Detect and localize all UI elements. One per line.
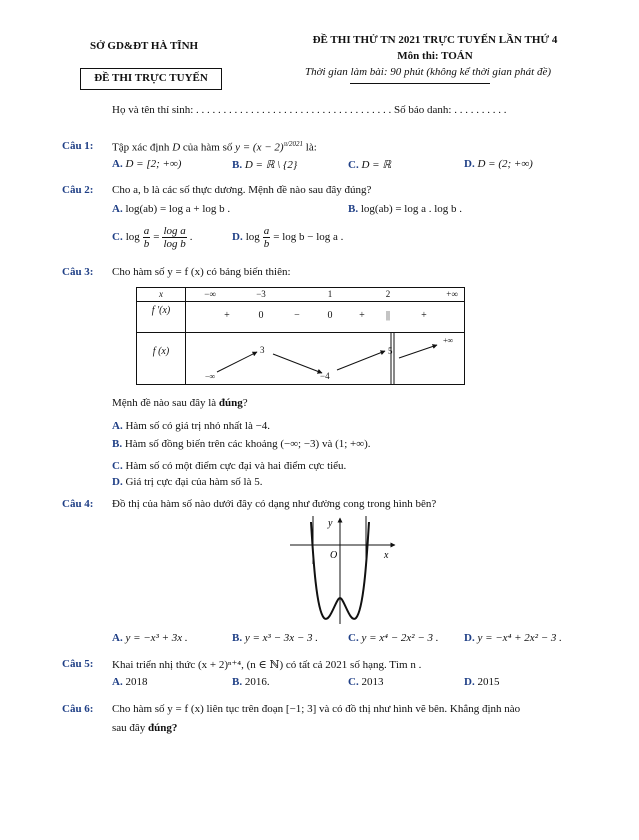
question-4-text: Đồ thị của hàm số nào dưới đây có dạng như đường cong trong hình bên? bbox=[112, 498, 437, 510]
vt-f-plus-inf: +∞ bbox=[443, 336, 454, 345]
org-name: SỞ GD&ĐT HÀ TĨNH bbox=[90, 40, 199, 52]
vt-sign-4: 0 bbox=[327, 310, 333, 321]
question-1-text bbox=[112, 140, 317, 154]
q4-y-label: y bbox=[328, 518, 333, 529]
exam-subject: Môn thi: TOÁN bbox=[397, 50, 473, 62]
exam-title: ĐỀ THI THỬ TN 2021 TRỰC TUYẾN LẦN THỨ 4 bbox=[312, 34, 558, 46]
question-4-label: Câu 4: bbox=[62, 498, 94, 510]
vt-f-m4: −4 bbox=[320, 371, 330, 381]
variation-table bbox=[136, 287, 465, 385]
question-2-text: Cho a, b là các số thực dương. Mệnh đề nào sau đây đúng? bbox=[112, 184, 372, 196]
q1-text-var: D bbox=[172, 141, 181, 154]
q2-option-c[interactable]: C. log $\frac{a}{b}$ = $\frac{\text{log a}}{\text{log b}}$ . bbox=[112, 224, 193, 250]
q4-origin-label: O bbox=[330, 550, 338, 561]
q3-option-d[interactable]: D. Giá trị cực đại của hàm số là 5. bbox=[112, 476, 263, 488]
exam-time: Thời gian làm bài: 90 phút (không kể thời gian phát đề) bbox=[304, 66, 552, 78]
q4-option-b[interactable]: B. y = x³ − 3x − 3 . bbox=[232, 632, 319, 644]
q1-text-pre: Tập xác định bbox=[112, 141, 170, 154]
vt-sign-3: − bbox=[294, 310, 300, 321]
question-2-label: Câu 2: bbox=[62, 184, 94, 196]
q5-option-d[interactable]: D. 2015 bbox=[464, 676, 500, 688]
vt-sign-5: + bbox=[359, 310, 365, 321]
q4-graph bbox=[290, 514, 400, 624]
q1-option-c[interactable]: C. D = ℝ bbox=[348, 159, 392, 171]
vt-arrows bbox=[137, 288, 464, 384]
vt-arrow-up-3 bbox=[399, 345, 437, 358]
q3-option-c[interactable]: C. Hàm số có một điểm cực đại và hai điểm cực tiểu. bbox=[112, 460, 347, 472]
q1-formula: y = (x − 2) bbox=[235, 141, 284, 154]
q1-option-d[interactable]: D. D = (2; +∞) bbox=[464, 158, 533, 170]
vt-x-m3: −3 bbox=[256, 289, 266, 299]
question-3-label: Câu 3: bbox=[62, 266, 94, 278]
vt-sign-2: 0 bbox=[258, 310, 264, 321]
q4-option-d[interactable]: D. y = −x⁴ + 2x² − 3 . bbox=[464, 632, 562, 644]
vt-f-minus-inf: −∞ bbox=[205, 372, 216, 381]
question-5-text: Khai triển nhị thức (x + 2)ⁿ⁺⁴, (n ∈ ℕ) có tất cả 2021 số hạng. Tìm n . bbox=[112, 659, 422, 671]
q4-option-a[interactable]: A. y = −x³ + 3x . bbox=[112, 632, 188, 644]
question-6-label: Câu 6: bbox=[62, 703, 94, 715]
candidate-line: Họ và tên thí sinh: . . . . . . . . . . . . . . . . . . . . . . . . . . . . . . . . . . . . Số báo danh: . . . . . . . . . . bbox=[112, 104, 507, 116]
q2-option-b[interactable]: B. log(ab) = log a . log b . bbox=[348, 203, 463, 215]
q5-option-a[interactable]: A. 2018 bbox=[112, 676, 148, 688]
vt-arrow-down bbox=[273, 354, 322, 373]
q3-option-a[interactable]: A. Hàm số có giá trị nhỏ nhất là −4. bbox=[112, 420, 271, 432]
q4-option-c[interactable]: C. y = x⁴ − 2x² − 3 . bbox=[348, 632, 439, 644]
vt-x-minus-inf: −∞ bbox=[204, 289, 216, 299]
vt-f-label: f (x) bbox=[152, 346, 170, 357]
vt-x-plus-inf: +∞ bbox=[446, 289, 458, 299]
vt-f-5: 5 bbox=[388, 346, 393, 356]
question-1-label: Câu 1: bbox=[62, 140, 94, 152]
q1-option-a[interactable]: A. D = [2; +∞) bbox=[112, 158, 182, 170]
q1-exponent: π/2021 bbox=[283, 140, 304, 148]
vt-x-label: x bbox=[159, 289, 163, 299]
header-underline bbox=[350, 83, 490, 84]
q5-option-b[interactable]: B. 2016. bbox=[232, 676, 270, 688]
q2-option-a[interactable]: A. log(ab) = log a + log b . bbox=[112, 203, 231, 215]
q4-x-label: x bbox=[384, 550, 389, 561]
q1-option-b[interactable]: B. D = ℝ \ {2} bbox=[232, 159, 298, 171]
q1-text-mid: của hàm số bbox=[182, 141, 233, 154]
question-5-label: Câu 5: bbox=[62, 658, 94, 670]
vt-f-3: 3 bbox=[260, 345, 265, 355]
vt-sign-1: + bbox=[224, 310, 230, 321]
vt-fprime-label: f '(x) bbox=[151, 305, 171, 316]
question-6-text-line2: sau đây đúng? bbox=[112, 722, 178, 734]
q3-option-b[interactable]: B. Hàm số đồng biến trên các khoảng (−∞; −3) và (1; +∞). bbox=[112, 438, 371, 450]
question-3-text: Cho hàm số y = f (x) có bảng biến thiên: bbox=[112, 266, 291, 278]
vt-sign-7: + bbox=[421, 310, 427, 321]
vt-x-1: 1 bbox=[327, 289, 333, 299]
q1-text-post: là: bbox=[305, 141, 317, 154]
exam-type-label: ĐỀ THI TRỰC TUYẾN bbox=[94, 72, 208, 84]
vt-arrow-up-2 bbox=[337, 351, 385, 370]
q2-option-d[interactable]: D. log $\frac{a}{b}$ = log b − log a . bbox=[232, 224, 344, 250]
q3-prompt: Mệnh đề nào sau đây là đúng? bbox=[112, 397, 248, 409]
vt-arrow-up-1 bbox=[217, 352, 257, 372]
q5-option-c[interactable]: C. 2013 bbox=[348, 676, 384, 688]
question-6-text-line1: Cho hàm số y = f (x) liên tục trên đoạn [−1; 3] và có đồ thị như hình vẽ bên. Khẳng định nào bbox=[112, 703, 521, 715]
vt-sign-6: || bbox=[385, 310, 390, 321]
vt-x-2: 2 bbox=[385, 289, 391, 299]
